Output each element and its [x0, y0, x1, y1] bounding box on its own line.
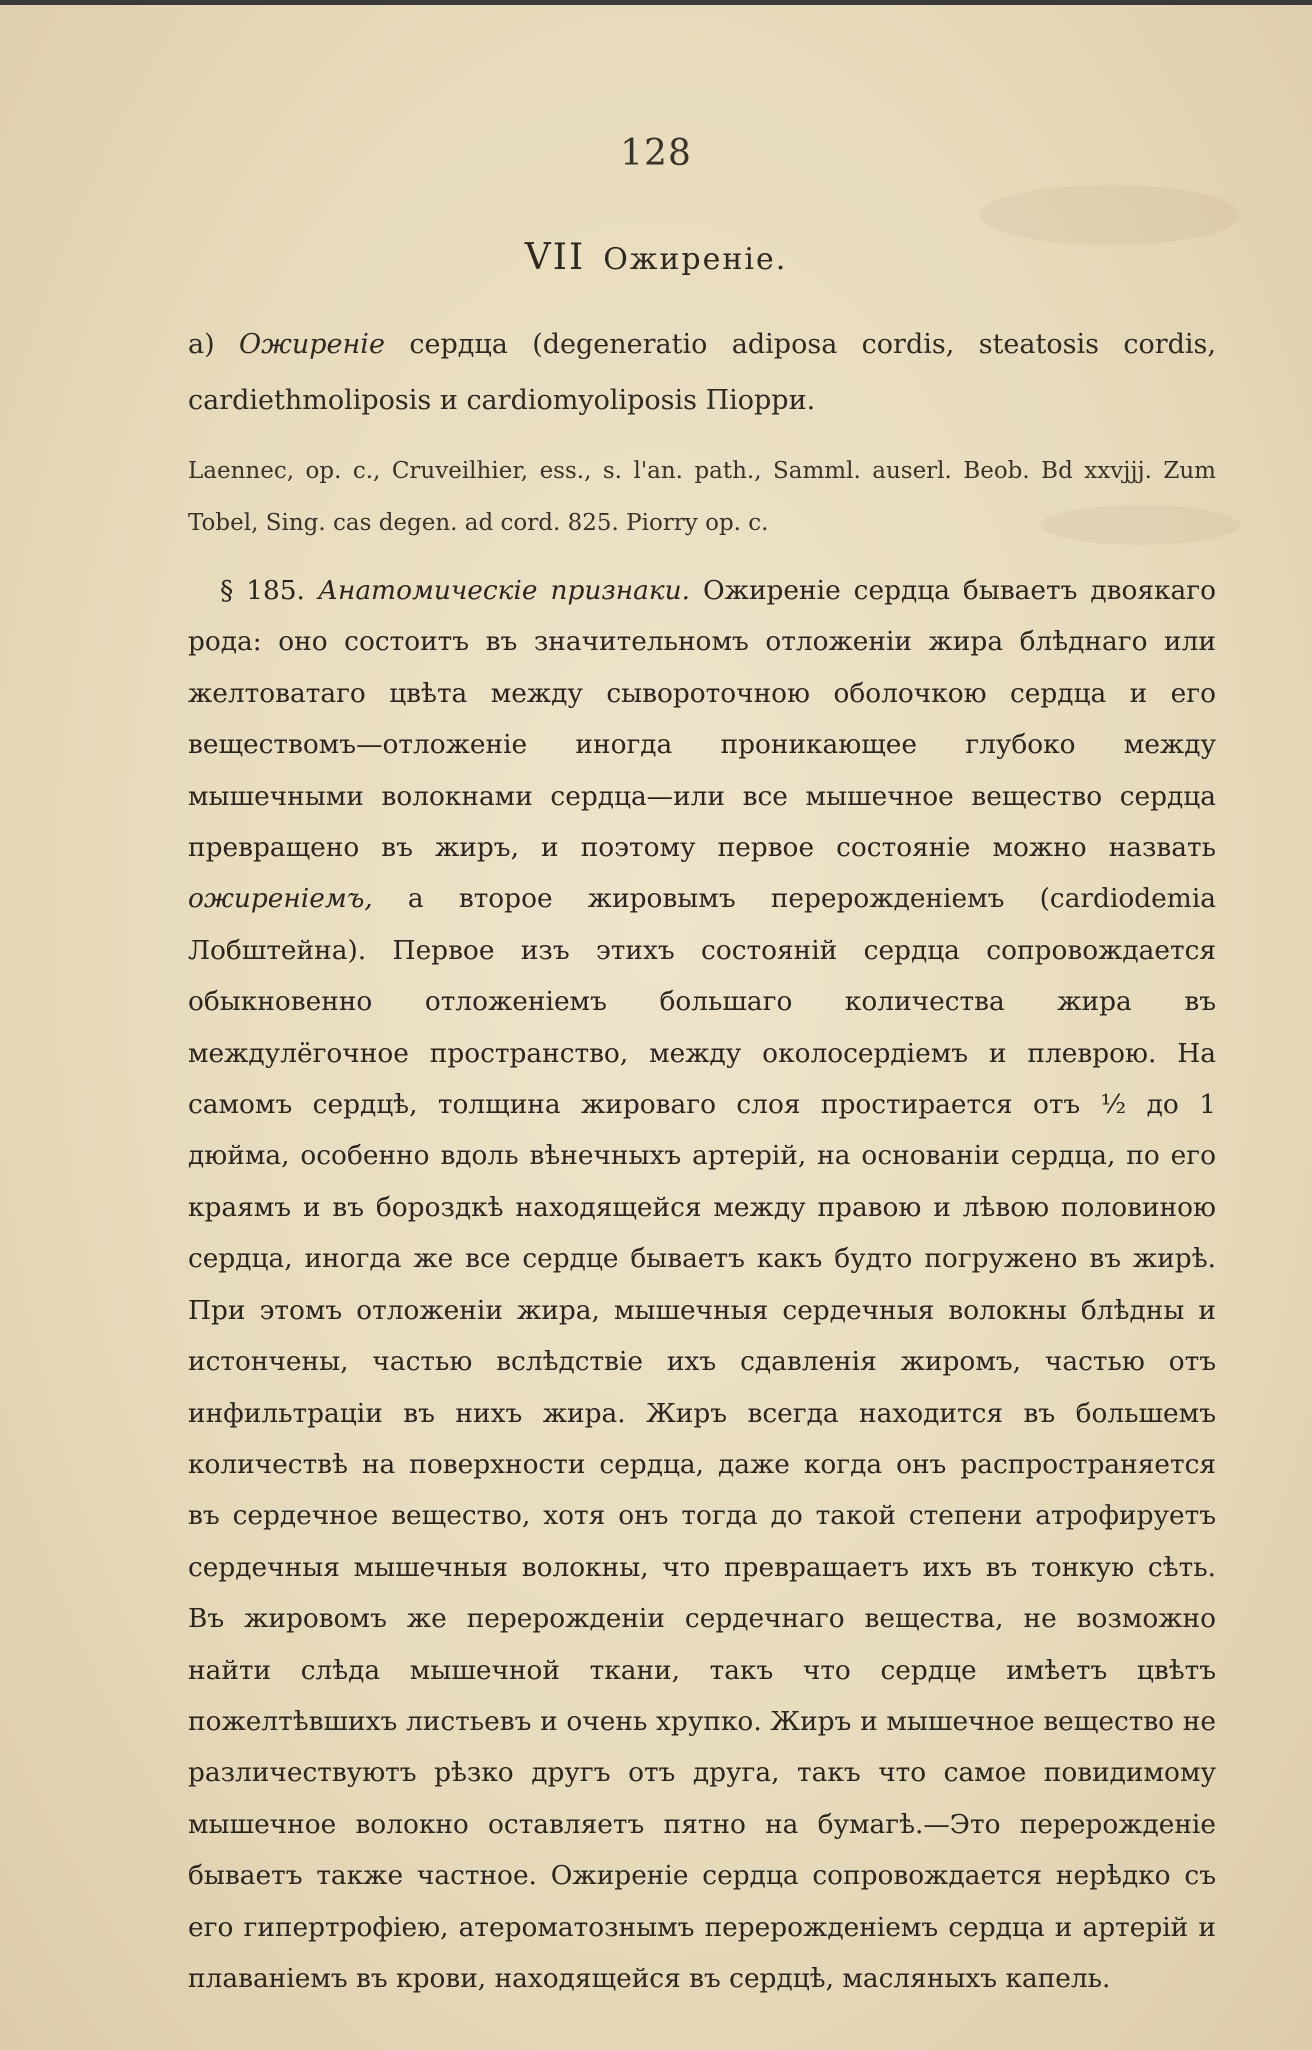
section-heading	[188, 317, 1216, 429]
paragraph-heading: Анатомическіе признаки.	[317, 575, 691, 606]
section-title-rest: сердца (degeneratio adiposa cordis, steatosis cordis, cardiethmoliposis и cardiomyoliposis Піорри.	[188, 329, 1216, 416]
section-marker: a)	[188, 329, 215, 360]
paragraph-text-1: Ожиреніе сердца бываетъ двоякаго рода: оно состоитъ въ значительномъ отложеніи жира блѣднаго или желтоватаго цвѣта между сывороточною оболочкою сердца и его веществомъ—отложеніе иногда проникающее глубоко между мышечными волокнами сердца—или все мышечное вещество сердца превращено въ жиръ, и поэтому первое состояніе можно назвать	[188, 575, 1217, 864]
paragraph-text-2: а второе жировымъ перерожденіемъ (cardiodemia Лобштейна). Первое изъ этихъ состояній сердца сопровождается обыкновенно отложеніемъ большаго количества жира въ междулёгочное пространство, между околосердіемъ и плеврою. На самомъ сердцѣ, толщина жироваго слоя простирается отъ ½ до 1 дюйма, особенно вдоль вѣнечныхъ артерій, на основаніи сердца, по его краямъ и въ бороздкѣ находящейся между правою и лѣвою половиною сердца, иногда же все сердце бываетъ какъ будто погружено въ жирѣ. При этомъ отложеніи жира, мышечныя сердечныя волокны блѣдны и истончены, частью вслѣдствіе ихъ сдавленія жиромъ, частью отъ инфильтраціи въ нихъ жира. Жиръ всегда находится въ большемъ количествѣ на поверхности сердца, даже когда онъ распространяется въ сердечное вещество, хотя онъ тогда до такой степени атрофируетъ сердечныя мышечныя волокны, что превращаетъ ихъ въ тонкую сѣть. Въ жировомъ же перерожденіи сердечнаго вещества, не возможно найти слѣда мышечной ткани, такъ что сердце имѣетъ цвѣтъ пожелтѣвшихъ листьевъ и очень хрупко. Жиръ и мышечное вещество не различествуютъ рѣзко другъ отъ друга, такъ что самое повидимому мышечное волокно оставляетъ пятно на бумагѣ.—Это перерожденіе бываетъ также частное. Ожиреніе сердца сопровождается нерѣдко съ его гипертрофіею, атероматознымъ перерожденіемъ сердца и артерій и плаваніемъ въ крови, находящейся въ сердцѣ, масляныхъ капель.	[188, 883, 1216, 1994]
chapter-roman-numeral: VII	[524, 237, 586, 278]
references: Laennec, op. c., Cruveilhier, ess., s. l'an. path., Samml. auserl. Beob. Bd xxvjjj. Zum Tobel, Sing. cas degen. ad cord. 825. Piorry op. c.	[188, 458, 1216, 536]
book-page	[0, 5, 1312, 2050]
chapter-title	[0, 237, 1312, 278]
paragraph-italic-term: ожиреніемъ,	[188, 883, 373, 915]
paper-stain	[980, 185, 1240, 245]
chapter-title-text: Ожиреніе.	[603, 242, 788, 277]
paragraph-185	[188, 565, 1216, 2004]
page-number: 128	[620, 133, 692, 174]
section-title-italic: Ожиреніе	[239, 329, 385, 360]
paragraph-number: § 185.	[220, 575, 305, 606]
